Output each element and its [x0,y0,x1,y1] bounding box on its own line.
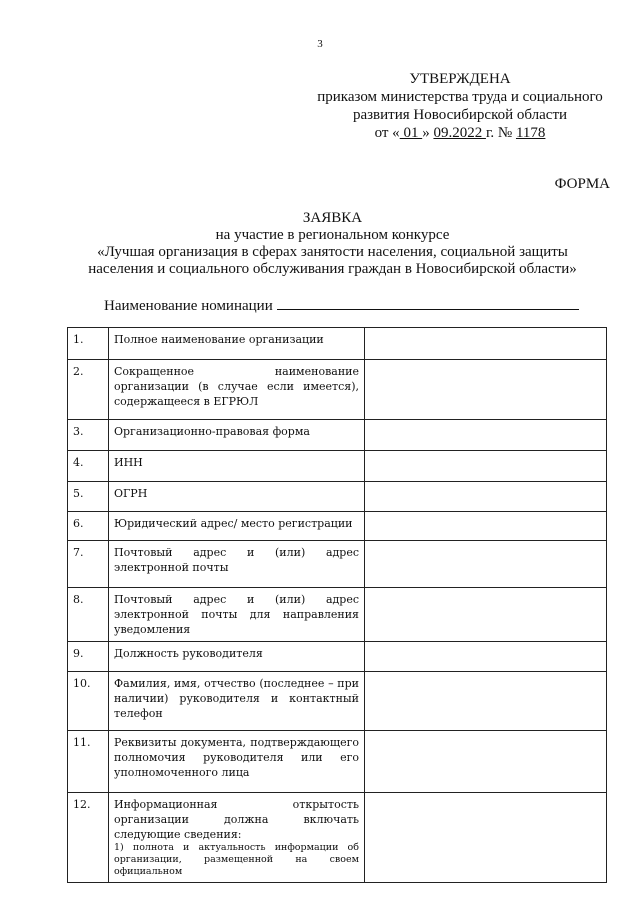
table-row [68,588,607,642]
approval-date-line [300,124,620,142]
date-prefix: от « [374,125,400,141]
row-sublabel: 1) полнота и актуальность информации об организации, размещенной на своем официальном [114,842,359,877]
approval-month-year: 09.2022 [433,125,486,141]
nomination-blank-line[interactable] [277,296,579,310]
row-value-cell[interactable] [365,512,607,541]
form-label: ФОРМА [554,176,610,192]
approval-day: 01 [399,125,423,141]
row-number: 9. [68,642,109,672]
approval-title: УТВЕРЖДЕНА [409,71,511,87]
row-number: 1. [68,328,109,360]
row-number: 3. [68,420,109,451]
table-row [68,482,607,512]
row-number: 6. [68,512,109,541]
row-value-cell[interactable] [365,541,607,588]
nomination-label: Наименование номинации [104,298,273,314]
row-label: Сокращенное наименование организации (в случае если имеется), содержащееся в ЕГРЮЛ [109,360,365,420]
row-number: 12. [68,793,109,883]
approval-block [300,70,620,142]
table-row [68,731,607,793]
row-value-cell[interactable] [365,793,607,883]
row-number: 10. [68,672,109,731]
heading-line-3: населения и социального обслуживания граждан в Новосибирской области» [88,261,577,277]
row-number: 7. [68,541,109,588]
row-label: ИНН [109,451,365,482]
date-suffix: г. № [485,125,516,141]
row-label: Почтовый адрес и (или) адрес электронной почты [109,541,365,588]
approval-line-1: приказом министерства труда и социального [317,89,603,105]
row-number: 2. [68,360,109,420]
row-label: Юридический адрес/ место регистрации [109,512,365,541]
table-row [68,672,607,731]
row-value-cell[interactable] [365,451,607,482]
application-heading [60,210,605,278]
row-value-cell[interactable] [365,420,607,451]
table-row [68,451,607,482]
row-value-cell[interactable] [365,588,607,642]
row-label: Почтовый адрес и (или) адрес электронной почты для направления уведомления [109,588,365,642]
heading-line-1: на участие в региональном конкурсе [215,227,450,243]
heading-title: ЗАЯВКА [302,210,363,226]
row-value-cell[interactable] [365,642,607,672]
approval-line-2: развития Новосибирской области [352,107,568,123]
row-number: 5. [68,482,109,512]
date-mid: » [422,125,434,141]
heading-line-2: «Лучшая организация в сферах занятости населения, социальной защиты [97,244,568,260]
row-number: 8. [68,588,109,642]
row-label: Организационно-правовая форма [109,420,365,451]
table-row [68,360,607,420]
row-label: ОГРН [109,482,365,512]
row-value-cell[interactable] [365,731,607,793]
page-number: 3 [317,38,323,50]
table-row [68,541,607,588]
row-label: Информационная открытость организации должна включать следующие сведения: [114,798,359,841]
nomination-field [104,296,579,315]
row-label: Фамилия, имя, отчество (последнее – при наличии) руководителя и контактный телефон [109,672,365,731]
row-number: 4. [68,451,109,482]
row-number: 11. [68,731,109,793]
row-label: Реквизиты документа, подтверждающего полномочия руководителя или его уполномоченного лица [109,731,365,793]
table-row [68,512,607,541]
table-row [68,420,607,451]
approval-number: 1178 [515,125,546,141]
row-label: Полное наименование организации [109,328,365,360]
row-value-cell[interactable] [365,360,607,420]
row-label-cell [109,793,365,883]
application-table [67,327,607,883]
table-row [68,793,607,883]
table-row [68,328,607,360]
row-value-cell[interactable] [365,672,607,731]
row-value-cell[interactable] [365,328,607,360]
row-value-cell[interactable] [365,482,607,512]
table-row [68,642,607,672]
row-label: Должность руководителя [109,642,365,672]
